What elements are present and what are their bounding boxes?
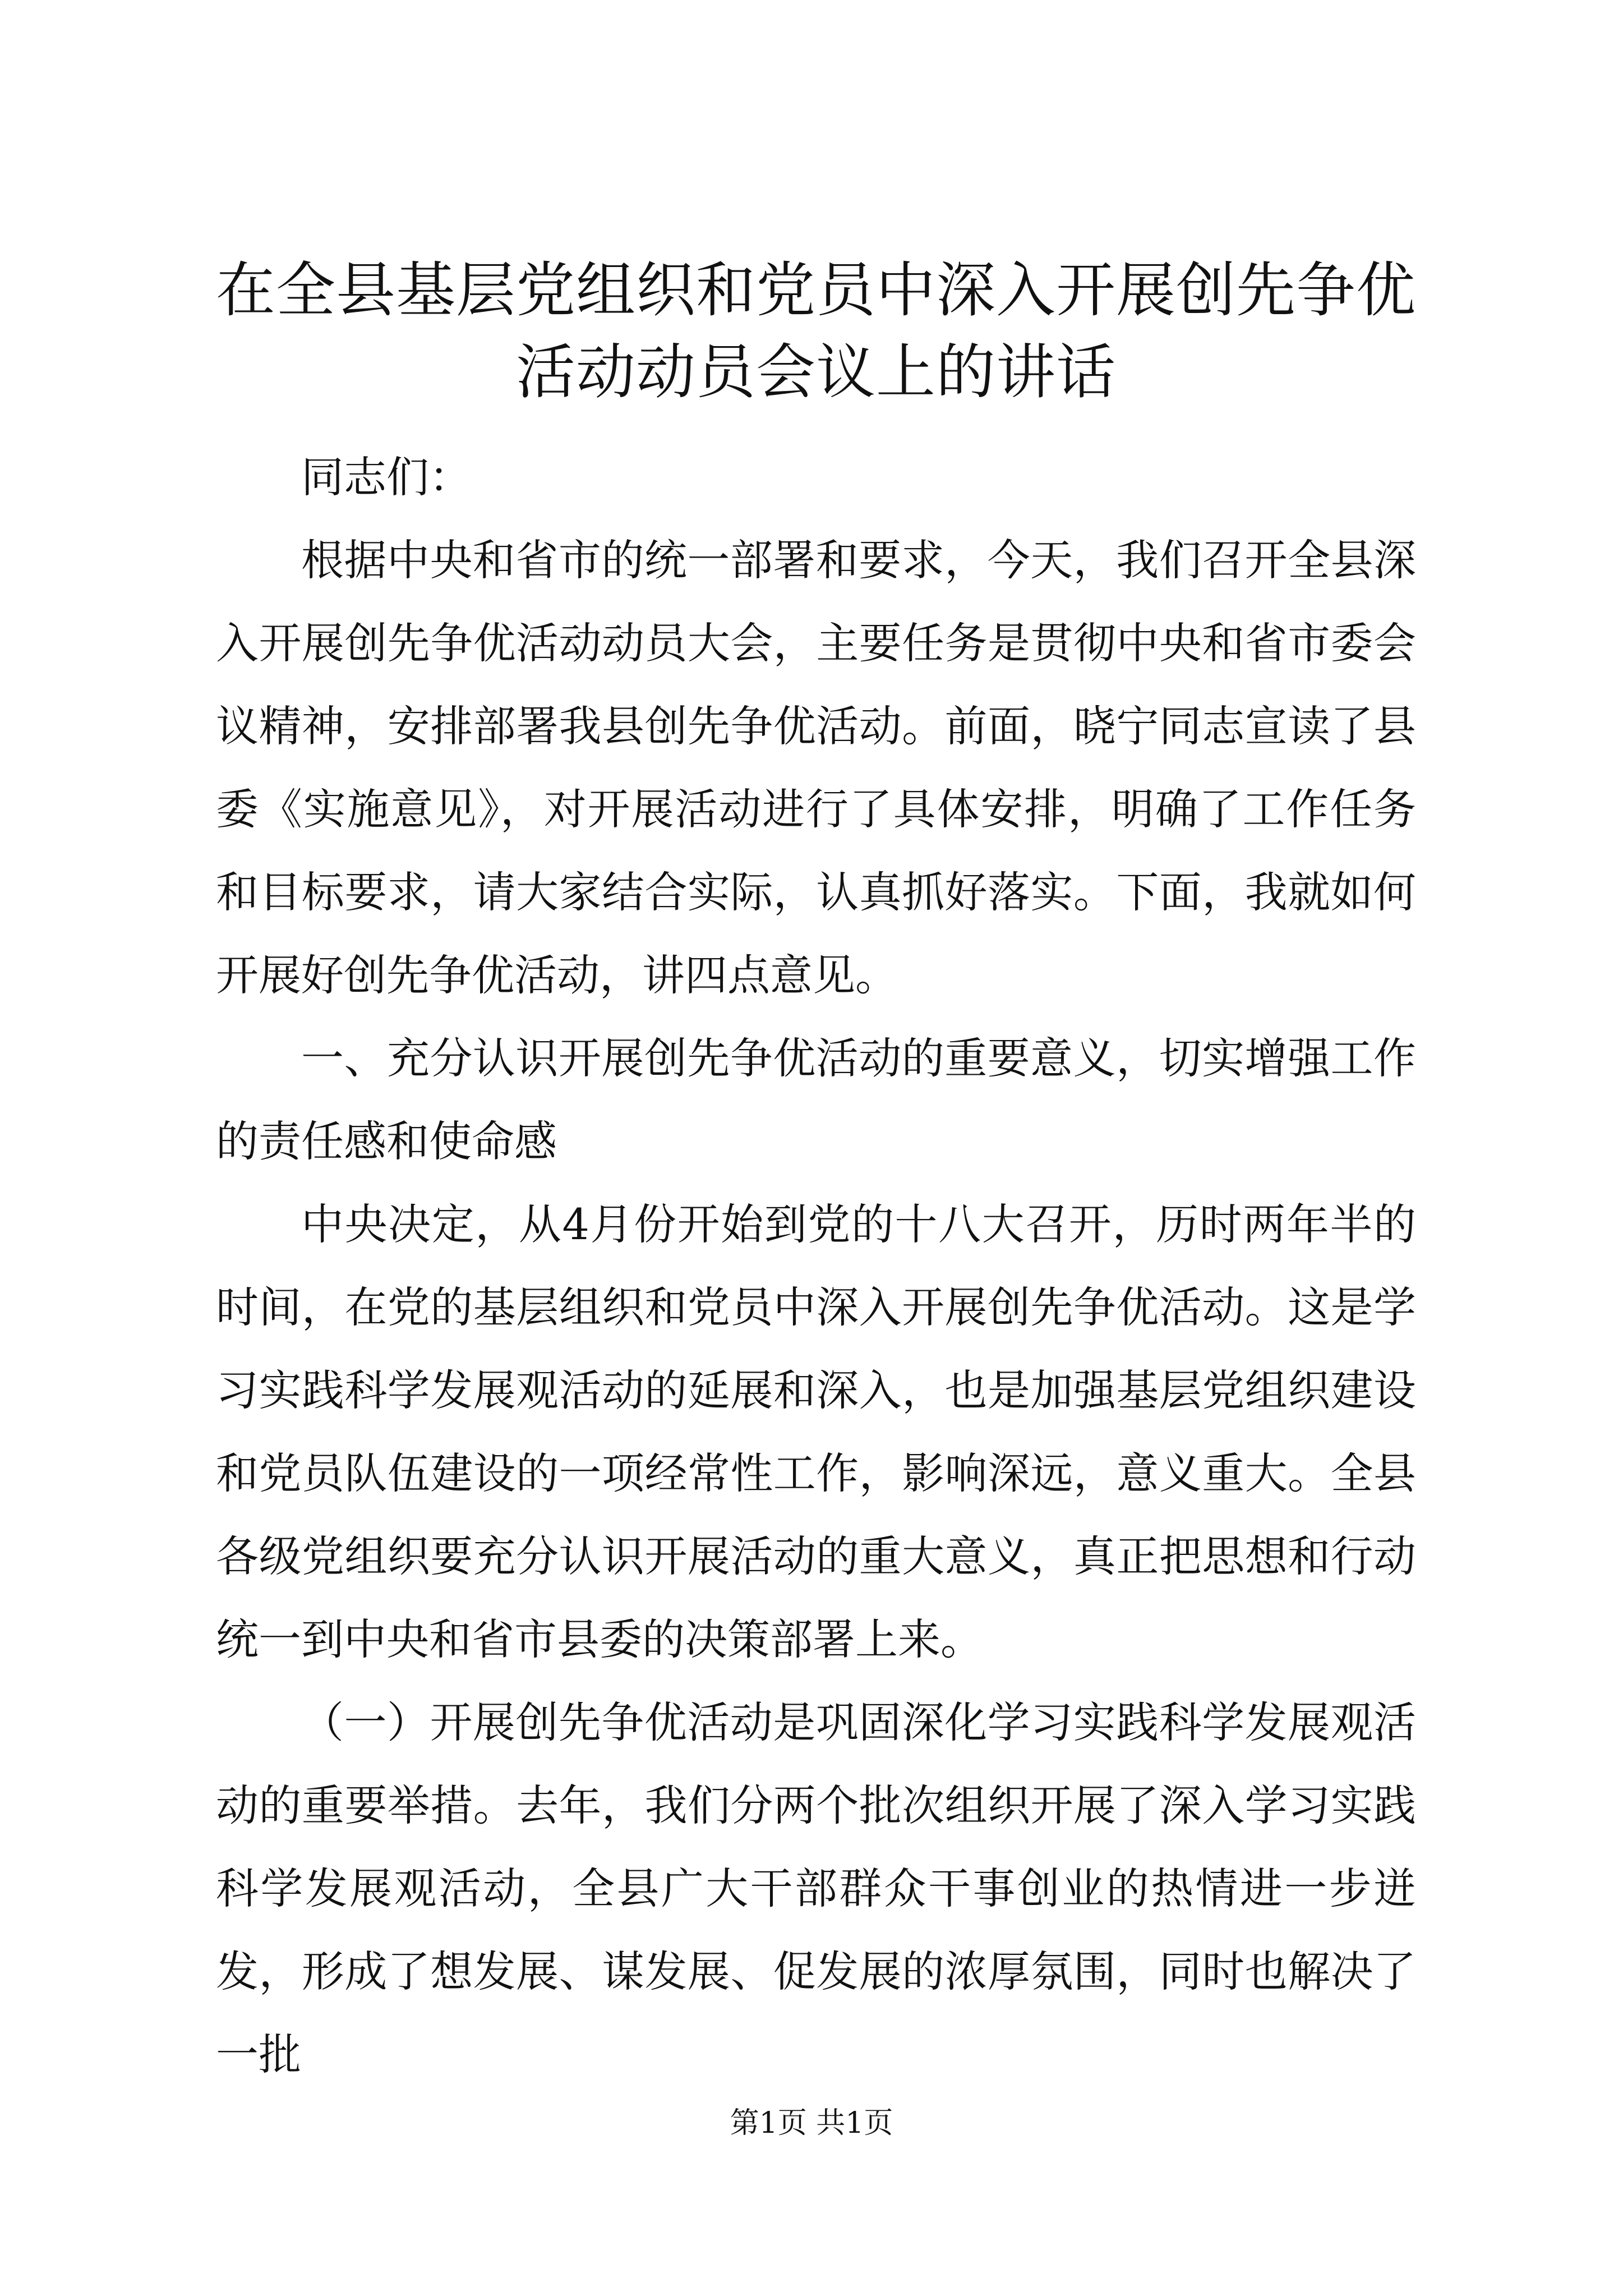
section-heading-1: 一、充分认识开展创先争优活动的重要意义，切实增强工作的责任感和使命感: [216, 1033, 1416, 1166]
document-body: [216, 250, 1416, 2096]
salutation: 同志们：: [301, 452, 472, 502]
paragraph-section-1: 中央决定，从4月份开始到党的十八大召开，历时两年半的时间，在党的基层组织和党员中深入开展创先争优活动。这是学习实践科学发展观活动的延展和深入，也是加强基层党组织建设和党员队伍建设的一项经常性工作，影响深远，意义重大。全县各级党组织要充分认识开展活动的重大意义，真正把思想和行动统一到中央和省市县委的决策部署上来。: [216, 1199, 1416, 1664]
document-title: [216, 250, 1416, 413]
paragraph-intro: 根据中央和省市的统一部署和要求，今天，我们召开全县深入开展创先争优活动动员大会，主要任务是贯彻中央和省市委会议精神，安排部署我县创先争优活动。前面，晓宁同志宣读了县委《实施意见》，对开展活动进行了具体安排，明确了工作任务和目标要求，请大家结合实际，认真抓好落实。下面，我就如何开展好创先争优活动，讲四点意见。: [216, 535, 1416, 1000]
title-line-1: 在全县基层党组织和党员中深入开展创先争优: [216, 256, 1416, 325]
page-number-footer: 第1页 共1页: [730, 2106, 893, 2140]
title-spacer: [216, 413, 1416, 436]
title-line-2: 活动动员会议上的讲话: [516, 338, 1116, 407]
paragraph-subsection-1: （一）开展创先争优活动是巩固深化学习实践科学发展观活动的重要举措。去年，我们分两个批次组织开展了深入学习实践科学发展观活动，全县广大干部群众干事创业的热情进一步迸发，形成了想发展、谋发展、促发展的浓厚氛围，同时也解决了一批: [216, 1697, 1416, 2079]
